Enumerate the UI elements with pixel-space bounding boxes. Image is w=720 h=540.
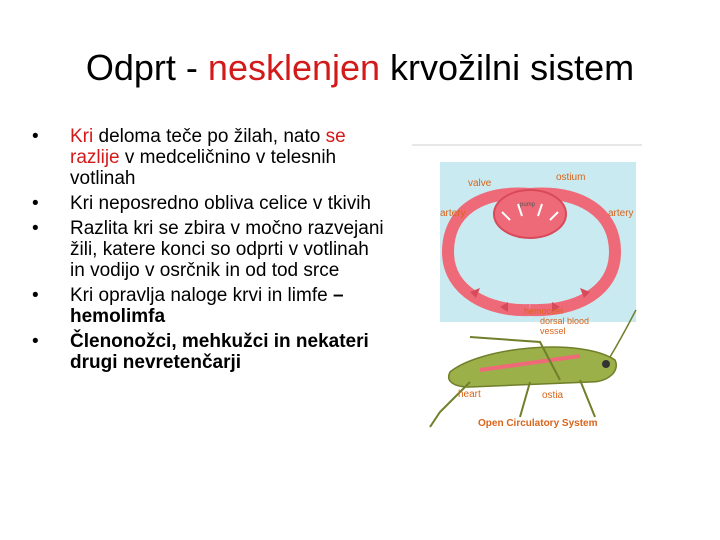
bullet-1-red-kri: Kri [70,126,94,147]
label-artery-left: artery [440,208,466,219]
bullet-dot: • [32,193,39,214]
figure-caption: Open Circulatory System [478,418,598,429]
bullet-item [24,126,384,189]
bullet-dot: • [32,218,39,239]
label-dorsal-blood: dorsal blood [540,316,590,326]
title-part-2: krvožilni sistem [380,47,635,88]
label-ostia: ostia [542,390,564,401]
bullet-dot: • [32,331,39,352]
bullet-dot: • [32,126,39,147]
bullet-1-text-a: deloma teče po žilah, nato [93,126,326,147]
bullet-3-text: Razlita kri se zbira v močno razvejani žili, katere konci so odprti v votlinah in vodijo v osrčnik in od tod srce [70,218,384,281]
label-heart: heart [458,389,481,400]
label-valve: valve [468,178,492,189]
label-pump: pump [520,202,536,208]
bullet-item [24,331,384,373]
open-circulatory-figure [410,142,642,448]
bullet-4-bold: – hemolimfa [70,285,344,327]
bullet-4-text: Kri opravlja naloge krvi in limfe [70,285,333,306]
bullet-1-red-phrase: se razlije [70,126,346,168]
bullet-5-bold: Členonožci, mehkužci in nekateri drugi nevretenčarji [70,331,369,373]
bullet-1-text-b: v medceličnino v telesnih votlinah [70,147,337,189]
slide-title [0,46,720,90]
title-part-1: Odprt - [85,47,208,88]
bullet-2-text: Kri neposredno obliva celice v tkivih [70,193,371,214]
label-vessel: vessel [540,326,566,336]
label-ostium: ostium [556,172,586,183]
bullet-item [24,193,384,214]
circulation-diagram [410,142,642,448]
title-red-word: nesklenjen [207,47,381,88]
label-hemocoel: hemocoel [524,306,564,316]
grasshopper-eye [602,360,610,368]
bullet-item [24,218,384,281]
bullet-dot: • [32,285,39,306]
bullet-item [24,285,384,327]
bullet-list [24,126,384,377]
label-artery-right: artery [608,208,634,219]
